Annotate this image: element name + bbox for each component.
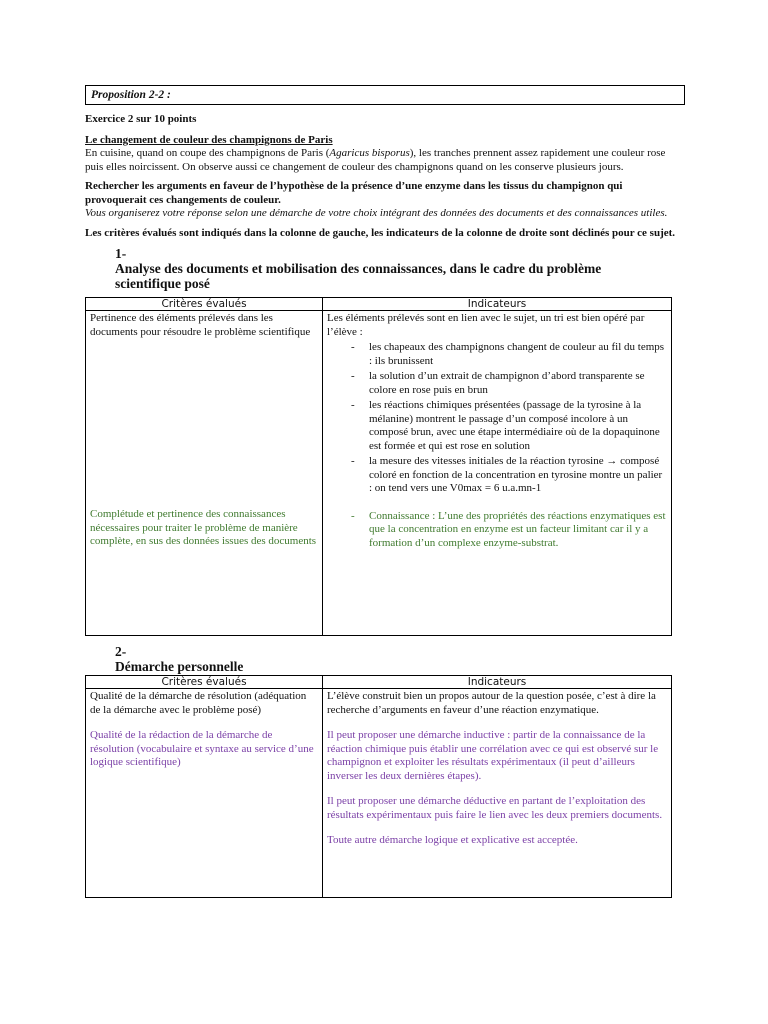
section1-indicators-cell bbox=[323, 311, 672, 636]
section2-title: Démarche personnelle bbox=[115, 659, 244, 674]
list-item: - la mesure des vitesses initiales de la réaction tyrosine → composé coloré en fonction de la concentration en tyrosine montre un palier : on tend vers une V0max = 6 u.a.mn-1 bbox=[351, 455, 663, 494]
list-item: - Connaissance : L’une des propriétés des réactions enzymatiques est que la concentration en enzyme est un facteur limitant car il y a formation d’un complexe enzyme-substrat. bbox=[351, 509, 666, 549]
indicators-other: Toute autre démarche logique et explicative est acceptée. bbox=[327, 834, 578, 846]
section1-number: 1- bbox=[115, 246, 127, 261]
section1-col-criteria: Critères évalués bbox=[86, 298, 323, 311]
species-name: Agaricus bisporus bbox=[329, 147, 410, 159]
section1-table bbox=[85, 297, 672, 636]
criteria-pertinence: Pertinence des éléments prélevés dans les documents pour résoudre le problème scientifique bbox=[90, 312, 311, 338]
document-page bbox=[85, 85, 685, 898]
section2-col-criteria: Critères évalués bbox=[86, 676, 323, 689]
indicators-intro: Les éléments prélevés sont en lien avec le sujet, un tri est bien opéré par l’élève : bbox=[327, 312, 645, 338]
section1-criteria-cell bbox=[86, 311, 323, 636]
knowledge-list bbox=[327, 510, 667, 551]
indicators-list bbox=[327, 341, 667, 496]
criteria-demarche: Qualité de la démarche de résolution (adéquation de la démarche avec le problème posé) bbox=[90, 690, 307, 716]
knowledge-text: Connaissance : L’une des propriétés des réactions enzymatiques est que la concentration en enzyme est un facteur limitant car il y a formation d’un complexe enzyme-substrat. bbox=[369, 509, 666, 549]
list-item: - les chapeaux des champignons changent de couleur au fil du temps : ils brunissent bbox=[351, 341, 665, 367]
section2-table bbox=[85, 675, 672, 898]
criteria-completude: Complétude et pertinence des connaissances nécessaires pour traiter le problème de manière complète, en sus des données issues des documents bbox=[90, 508, 317, 547]
indicators-inductive: Il peut proposer une démarche inductive : partir de la connaissance de la réaction chimique puis établir une corrélation avec ce qui est observé sur le champignon et exploiter les résultats expérimentaux (il peut d’ailleurs inverser les deux dernières étapes). bbox=[327, 729, 659, 782]
section2-number: 2- bbox=[115, 644, 127, 659]
section2-heading bbox=[85, 644, 685, 674]
criteria-redaction: Qualité de la rédaction de la démarche de résolution (vocabulaire et syntaxe au service d’une logique scientifique) bbox=[90, 729, 314, 768]
exercise-label: Exercice 2 sur 10 points bbox=[85, 113, 197, 125]
criteria-note: Les critères évalués sont indiqués dans la colonne de gauche, les indicateurs de la colonne de droite sont déclinés pour ce sujet. bbox=[85, 226, 676, 239]
subject-title: Le changement de couleur des champignons de Paris bbox=[85, 133, 333, 146]
section2-criteria-cell bbox=[86, 689, 323, 898]
section2-indicators-cell bbox=[323, 689, 672, 898]
list-item: - les réactions chimiques présentées (passage de la tyrosine à la mélanine) montrent le passage d’un composé incolore à un composé brun, avec une étape intermédiaire où de la dopaquinone est formée et qui est rose en solution bbox=[351, 399, 660, 452]
indicators-deductive: Il peut proposer une démarche déductive en partant de l’exploitation des résultats expérimentaux puis faire le lien avec les deux premiers documents. bbox=[327, 795, 663, 821]
intro-paragraph: En cuisine, quand on coupe des champignons de Paris (Agaricus bisporus), les tranches prennent assez rapidement une couleur rose puis elles noircissent. On observe aussi ce changement de couleur des champignons quand on les conserve plusieurs jours. bbox=[85, 147, 666, 173]
indicators-propos: L’élève construit bien un propos autour de la question posée, c’est à dire la recherche d’arguments en faveur d’une réaction enzymatique. bbox=[327, 690, 656, 716]
instruction-text: Vous organiserez votre réponse selon une démarche de votre choix intégrant des données des documents et des connaissances utiles. bbox=[85, 207, 668, 219]
section2-col-indicators: Indicateurs bbox=[323, 676, 672, 689]
proposition-heading: Proposition 2-2 : bbox=[85, 85, 685, 105]
section1-title: Analyse des documents et mobilisation des connaissances, dans le cadre du problème scientifique posé bbox=[115, 261, 602, 291]
list-item: - la solution d’un extrait de champignon d’abord transparente se colore en rose puis en brun bbox=[351, 370, 645, 396]
section1-heading bbox=[85, 246, 685, 291]
task-statement: Rechercher les arguments en faveur de l’hypothèse de la présence d’une enzyme dans les tissus du champignon qui provoquerait ces changements de couleur. bbox=[85, 180, 623, 206]
section1-col-indicators: Indicateurs bbox=[323, 298, 672, 311]
